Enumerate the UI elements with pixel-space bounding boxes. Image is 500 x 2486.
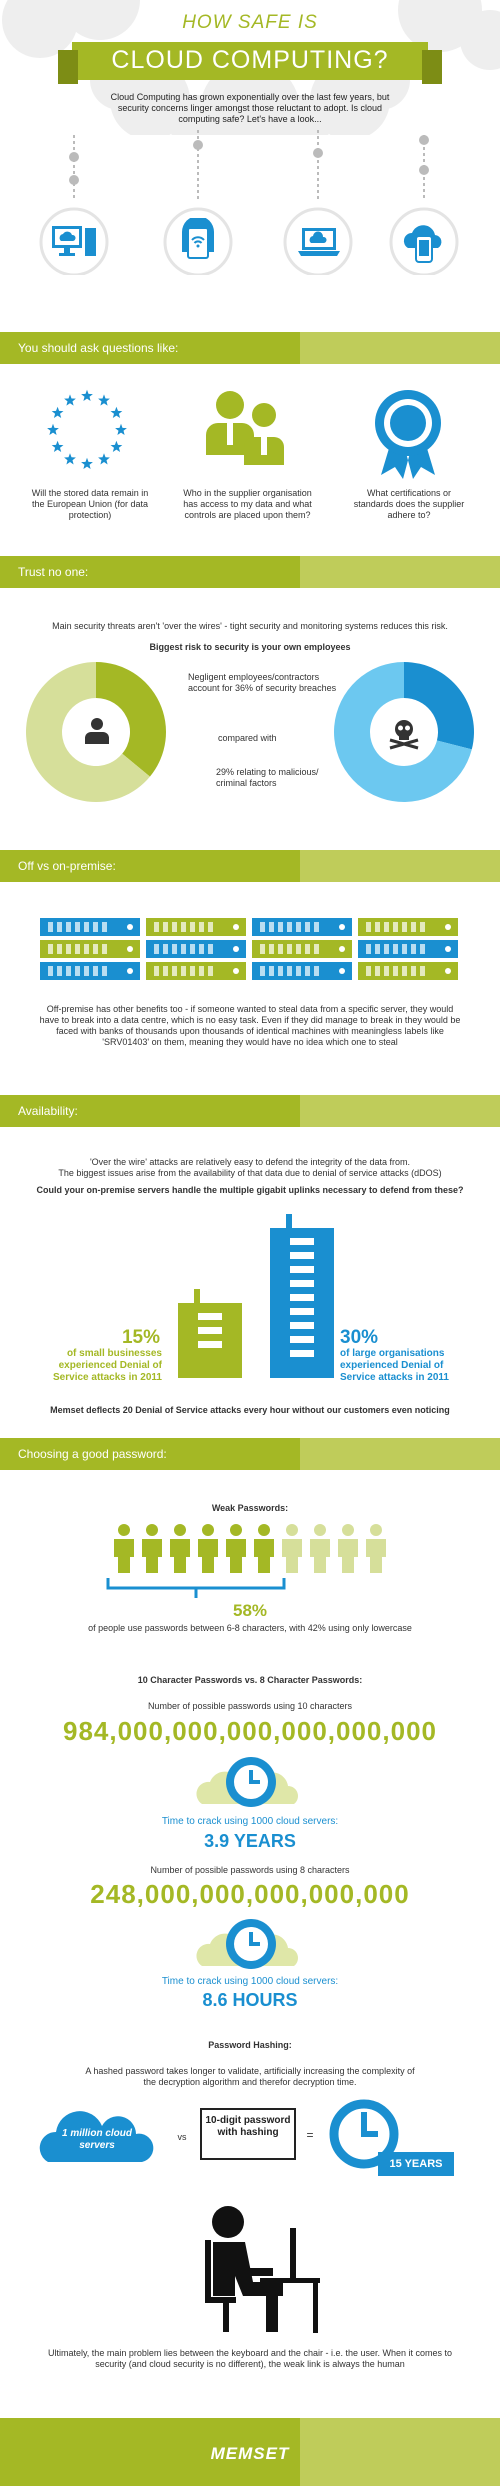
band-label: Choosing a good password: (18, 1447, 167, 1461)
weak-text: of people use passwords between 6-8 characters, with 42% using only lowercase (88, 1623, 412, 1633)
eu-star (81, 390, 93, 401)
building-window (290, 1238, 314, 1245)
server-slot (57, 944, 62, 954)
server-slot (154, 922, 159, 932)
building-window (198, 1327, 222, 1334)
person-body (366, 1539, 386, 1573)
server-slot (393, 922, 398, 932)
person-body (198, 1539, 218, 1573)
person-head (258, 1524, 270, 1536)
user-at-desk-icon (178, 2200, 323, 2335)
eu-star (52, 441, 64, 452)
section-band-offpremise (0, 850, 500, 882)
hashing-box-label: 10-digit password with hashing (205, 2115, 291, 2138)
person-head (230, 1524, 242, 1536)
server-light (233, 924, 239, 930)
server-slot (163, 922, 168, 932)
server-slot (269, 922, 274, 932)
million-servers-label: 1 million cloud servers (61, 2128, 132, 2151)
server-slot (57, 922, 62, 932)
server-slot (66, 922, 71, 932)
person-head (146, 1524, 158, 1536)
building-window (290, 1252, 314, 1259)
building-window (290, 1350, 314, 1357)
band-label: Availability: (18, 1104, 78, 1118)
person-head (314, 1524, 326, 1536)
compared-with: compared with (218, 733, 277, 743)
server-slot (305, 922, 310, 932)
person-head (370, 1524, 382, 1536)
building-window (290, 1322, 314, 1329)
section-band-trust (0, 556, 500, 588)
band-label: You should ask questions like: (18, 341, 179, 355)
negligent-label: Negligent employees/contractors account for 36% of security breaches (188, 672, 337, 693)
server-slot (296, 944, 301, 954)
server-slot (181, 966, 186, 976)
server-slot (75, 966, 80, 976)
person-head (174, 1524, 186, 1536)
server-unit (40, 962, 140, 980)
server-light (233, 946, 239, 952)
eight-crack-time: 8.6 HOURS (202, 1990, 298, 2010)
ten-char-value: 984,000,000,000,000,000,000 (62, 1716, 437, 1746)
server-slot (66, 966, 71, 976)
availability-intro-1: 'Over the wire' attacks are relatively easy to defend the integrity of the data from. (89, 1157, 411, 1167)
building-window (290, 1294, 314, 1301)
server-unit (358, 962, 458, 980)
server-slot (208, 966, 213, 976)
server-slot (190, 922, 195, 932)
server-slot (314, 922, 319, 932)
malicious-label: 29% relating to malicious/ criminal factors (216, 767, 319, 788)
server-slot (163, 944, 168, 954)
person-head (202, 1524, 214, 1536)
supplier-people-icon (198, 385, 298, 475)
person-head (118, 1524, 130, 1536)
server-slot (314, 944, 319, 954)
server-slot (269, 966, 274, 976)
server-slot (154, 944, 159, 954)
memset-logo: MEMSET (210, 2444, 290, 2463)
server-slot (48, 966, 53, 976)
question-certs: What certifications or standards does the supplier adhere to? (353, 488, 465, 520)
intro-text: Cloud Computing has grown exponentially over the last few years, but security concerns linger amongst those reluctant to adopt. Is cloud computing safe? Let's have a look... (110, 92, 390, 124)
large-org-pct: 30% (340, 1327, 379, 1348)
server-slot (208, 922, 213, 932)
server-slot (93, 966, 98, 976)
server-slot (402, 966, 407, 976)
server-slot (420, 966, 425, 976)
server-slot (278, 922, 283, 932)
server-slot (411, 922, 416, 932)
eu-star (111, 407, 123, 418)
small-business-building-bar (170, 1210, 250, 1380)
person-body (142, 1539, 162, 1573)
people-row-icon (110, 1523, 390, 1575)
desktop-computer-icon (50, 222, 100, 262)
server-slot (93, 944, 98, 954)
person-head (286, 1524, 298, 1536)
small-business-pct: 15% (121, 1327, 160, 1348)
availability-intro-2: The biggest issues arise from the availability of that data due to denial of service attacks (dDOS) (58, 1168, 442, 1178)
weak-bracket (106, 1578, 286, 1600)
server-slot (411, 944, 416, 954)
weak-passwords-title: Weak Passwords: (211, 1503, 289, 1513)
server-slot (84, 966, 89, 976)
server-slot (199, 944, 204, 954)
server-slot (172, 922, 177, 932)
server-slot (375, 944, 380, 954)
small-business-text: of small businesses experienced Denial of Service attacks in 2011 (53, 1348, 162, 1383)
phone-cloud-icon (402, 218, 446, 266)
building-window (290, 1336, 314, 1343)
server-light (339, 968, 345, 974)
eight-char-value: 248,000,000,000,000,000 (90, 1879, 410, 1909)
server-unit (146, 962, 246, 980)
server-light (127, 946, 133, 952)
server-slot (305, 966, 310, 976)
person-body (114, 1539, 134, 1573)
person-body (226, 1539, 246, 1573)
server-slot (190, 944, 195, 954)
section-band-questions (0, 332, 500, 364)
server-slot (75, 944, 80, 954)
server-slot (420, 922, 425, 932)
clock-cloud-icon-2 (196, 1914, 306, 1974)
building-window (198, 1313, 222, 1320)
server-slot (208, 944, 213, 954)
server-slot (402, 944, 407, 954)
laptop-cloud-icon (296, 224, 342, 260)
server-unit (252, 962, 352, 980)
server-light (127, 968, 133, 974)
clock-cloud-icon (196, 1752, 306, 1812)
server-slot (102, 944, 107, 954)
server-light (445, 946, 451, 952)
final-text: Ultimately, the main problem lies between the keyboard and the chair - i.e. the user. When it comes to security (and cloud security is no different), the weak link is always the human (47, 2348, 453, 2369)
server-slot (102, 966, 107, 976)
server-slot (260, 966, 265, 976)
ten-char-label: Number of possible passwords using 10 characters (147, 1701, 353, 1711)
eu-star (115, 424, 127, 435)
server-slot (163, 966, 168, 976)
server-slot (190, 966, 195, 976)
server-unit (146, 918, 246, 936)
tablet-wifi-icon (178, 218, 218, 266)
building-window (290, 1266, 314, 1273)
server-light (445, 968, 451, 974)
person-body (254, 1539, 274, 1573)
eu-star (52, 407, 64, 418)
server-slot (84, 944, 89, 954)
question-eu: Will the stored data remain in the European Union (for data protection) (31, 488, 149, 520)
server-slot (57, 966, 62, 976)
server-slot (75, 922, 80, 932)
eu-star (47, 424, 59, 435)
server-slot (305, 944, 310, 954)
employee-icon (75, 710, 119, 754)
eu-star (81, 458, 93, 469)
skull-icon (382, 710, 426, 754)
eight-char-label: Number of possible passwords using 8 characters (150, 1865, 350, 1875)
server-slot (199, 922, 204, 932)
question-access: Who in the supplier organisation has access to my data and what controls are placed upon them? (183, 488, 312, 520)
server-slot (296, 966, 301, 976)
ten-crack-label: Time to crack using 1000 cloud servers: (161, 1816, 339, 1827)
server-slot (402, 922, 407, 932)
server-slot (393, 966, 398, 976)
server-slot (260, 922, 265, 932)
trust-intro: Main security threats aren't 'over the wires' - tight security and monitoring systems reduces this risk. (52, 621, 448, 631)
server-slot (384, 922, 389, 932)
server-unit (40, 918, 140, 936)
server-slot (48, 944, 53, 954)
server-slot (366, 966, 371, 976)
server-slot (260, 944, 265, 954)
server-light (445, 924, 451, 930)
eq-vs: vs (177, 2132, 187, 2142)
eu-star (64, 394, 76, 405)
availability-question: Could your on-premise servers handle the multiple gigabit uplinks necessary to defend from these? (36, 1185, 464, 1195)
server-slot (287, 944, 292, 954)
hashing-text: A hashed password takes longer to validate, artificially increasing the complexity of the decryption algorithm and therefor decryption time. (85, 2066, 415, 2087)
server-slot (287, 966, 292, 976)
server-slot (314, 966, 319, 976)
server-slot (199, 966, 204, 976)
server-light (127, 924, 133, 930)
server-light (339, 946, 345, 952)
server-slot (181, 922, 186, 932)
building-window (198, 1341, 222, 1348)
eu-stars-icon (42, 385, 132, 475)
band-label: Off vs on-premise: (18, 859, 116, 873)
certification-badge-icon (368, 385, 448, 480)
person-head (342, 1524, 354, 1536)
memset-ddos-footer: Memset deflects 20 Denial of Service attacks every hour without our customers even noticing (50, 1405, 450, 1415)
eight-crack-label: Time to crack using 1000 cloud servers: (161, 1976, 339, 1987)
trust-subtitle: Biggest risk to security is your own employees (149, 642, 351, 652)
years-label: 15 YEARS (389, 2158, 443, 2170)
person-body (282, 1539, 302, 1573)
server-slot (84, 922, 89, 932)
large-organisation-building-bar (262, 1210, 342, 1380)
server-slot (154, 966, 159, 976)
building-antenna (194, 1289, 200, 1303)
server-slot (278, 944, 283, 954)
building-antenna (286, 1214, 292, 1228)
ten-crack-time: 3.9 YEARS (204, 1831, 296, 1851)
server-slot (375, 922, 380, 932)
server-unit (358, 918, 458, 936)
server-slot (296, 922, 301, 932)
server-slot (287, 922, 292, 932)
eq-equals: = (306, 2128, 314, 2142)
building-window (290, 1308, 314, 1315)
server-unit (40, 940, 140, 958)
hashing-title: Password Hashing: (208, 2040, 292, 2050)
server-slot (384, 966, 389, 976)
page-title: CLOUD COMPUTING? (111, 46, 389, 74)
server-slot (93, 922, 98, 932)
server-unit (146, 940, 246, 958)
server-slot (181, 944, 186, 954)
eu-star (98, 453, 110, 464)
server-slot (384, 944, 389, 954)
server-slot (375, 966, 380, 976)
server-slot (393, 944, 398, 954)
person-body (338, 1539, 358, 1573)
person-body (170, 1539, 190, 1573)
server-light (339, 924, 345, 930)
server-unit (358, 940, 458, 958)
server-slot (102, 922, 107, 932)
compare-title: 10 Character Passwords vs. 8 Character Passwords: (137, 1675, 363, 1685)
eu-star (64, 453, 76, 464)
server-slot (269, 944, 274, 954)
title-top: HOW SAFE IS (182, 12, 318, 33)
weak-pct: 58% (232, 1601, 268, 1620)
server-racks-illustration (40, 918, 460, 988)
server-light (233, 968, 239, 974)
server-slot (411, 966, 416, 976)
person-body (310, 1539, 330, 1573)
eu-star (98, 394, 110, 405)
section-band-availability (0, 1095, 500, 1127)
band-label: Trust no one: (18, 565, 89, 579)
server-slot (278, 966, 283, 976)
eu-star (111, 441, 123, 452)
offpremise-text: Off-premise has other benefits too - if someone wanted to steal data from a specific server, they would have to break into a data centre, which is no easy task. Even if they did manage to break in they would be faced with banks of thousands upon thousands of identical machines with meaningless labels like 'SRV01403' on them, meaning they would have no idea which one to steal (39, 1004, 461, 1047)
server-slot (66, 944, 71, 954)
server-slot (172, 944, 177, 954)
large-org-text: of large organisations experienced Denial of Service attacks in 2011 (340, 1348, 449, 1383)
server-unit (252, 918, 352, 936)
server-slot (366, 922, 371, 932)
server-unit (252, 940, 352, 958)
server-slot (48, 922, 53, 932)
section-band-password (0, 1438, 500, 1470)
server-slot (366, 944, 371, 954)
server-slot (172, 966, 177, 976)
server-slot (420, 944, 425, 954)
building-window (290, 1280, 314, 1287)
